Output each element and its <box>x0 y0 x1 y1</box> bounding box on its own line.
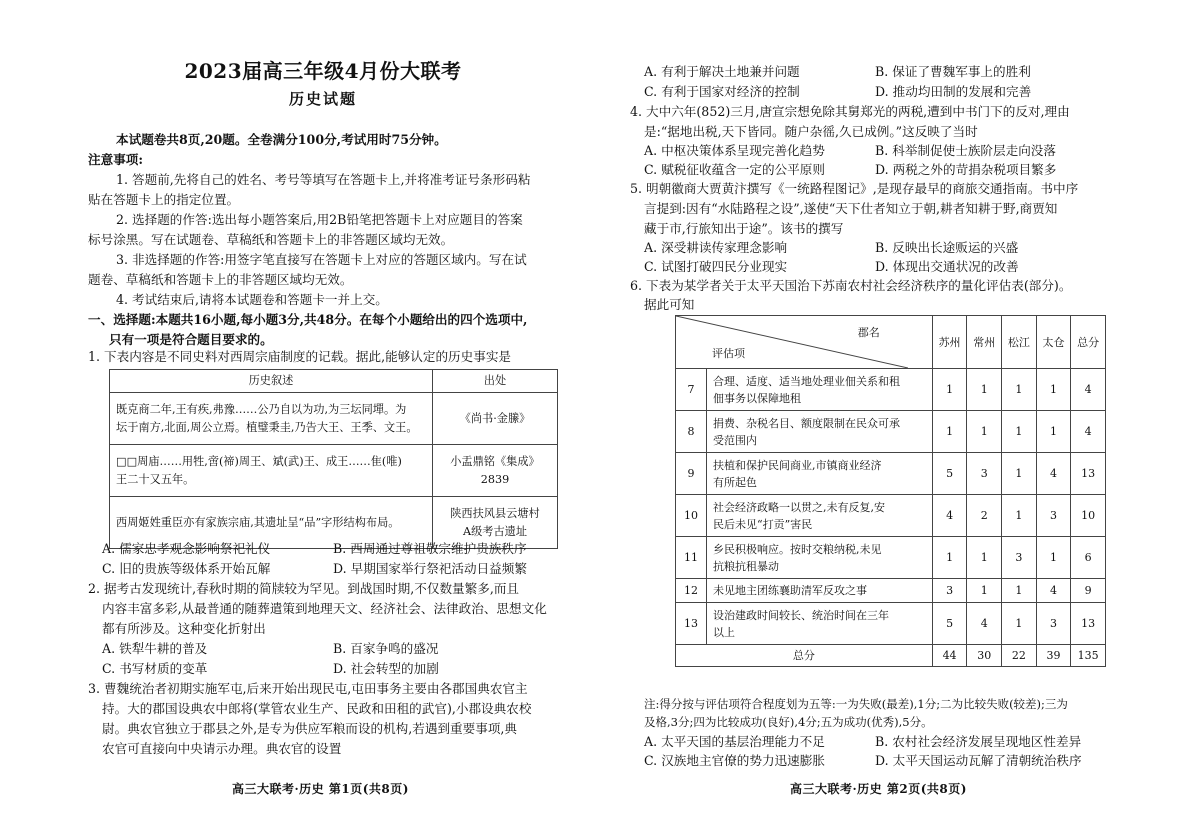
total-row <box>676 645 1106 667</box>
score-cell: 1 <box>1036 411 1071 453</box>
q6-option-a: A. 太平天国的基层治理能力不足 <box>644 734 825 749</box>
q2-line: 2. 据考古发现统计,春秋时期的简牍较为罕见。到战国时期,不仅数量繁多,而且 <box>88 581 520 596</box>
total-cell: 44 <box>932 645 967 667</box>
score-cell: 13 <box>1071 603 1106 645</box>
q1-stem: 1. 下表内容是不同史料对西周宗庙制度的记载。据此,能够认定的历史事实是 <box>88 349 512 364</box>
table-row <box>676 495 1106 537</box>
table-row <box>676 369 1106 411</box>
table-cell: □□周庙……用牲,啻(禘)周王、斌(武)王、成王……隹(唯) 王二十又五年。 <box>110 445 433 497</box>
table-row <box>676 579 1106 603</box>
q5-option-b: B. 反映出长途贩运的兴盛 <box>875 240 1019 255</box>
exam-subtitle: 历史试题 <box>288 90 357 108</box>
table-row <box>676 603 1106 645</box>
q4-option-c: C. 赋税征收蕴含一定的公平原则 <box>644 162 825 177</box>
table-cell: 小盂鼎铭《集成》2839 <box>433 445 558 497</box>
total-cell: 135 <box>1071 645 1106 667</box>
total-cell: 39 <box>1036 645 1071 667</box>
score-cell: 1 <box>1002 453 1037 495</box>
note-line: 标号涂黑。写在试题卷、草稿纸和答题卡上的非答题区域均无效。 <box>88 232 454 247</box>
row-item: 乡民积极响应。按时交粮纳税,未见 抗粮抗租暴动 <box>707 537 933 579</box>
note-line: 题卷、草稿纸和答题卡上的非答题区域均无效。 <box>88 272 353 287</box>
q6-note-line: 注:得分按与评估项符合程度划为五等:一为失败(最差),1分;二为比较失败(较差);三为 <box>644 697 1068 711</box>
page-footer: 高三大联考·历史 第1页(共8页) <box>232 782 409 796</box>
total-cell: 30 <box>967 645 1002 667</box>
row-number: 8 <box>676 411 707 453</box>
row-item: 合理、适度、适当地处理业佃关系和租 佃事务以保障地租 <box>707 369 933 411</box>
score-cell: 3 <box>1036 603 1071 645</box>
q3-option-a: A. 有利于解决土地兼并问题 <box>644 64 800 79</box>
q2-option-c: C. 书写材质的变革 <box>102 661 208 676</box>
q4-option-d: D. 两税之外的苛捐杂税项目繁多 <box>875 162 1057 177</box>
table-row <box>110 445 558 497</box>
score-cell: 1 <box>967 579 1002 603</box>
q6-table <box>675 315 1106 667</box>
score-cell: 2 <box>967 495 1002 537</box>
row-item: 设治建政时间较长、统治时间在三年 以上 <box>707 603 933 645</box>
score-cell: 1 <box>932 369 967 411</box>
page-footer: 高三大联考·历史 第2页(共8页) <box>790 782 967 796</box>
row-number: 7 <box>676 369 707 411</box>
q5-line: 5. 明朝徽商大贾黄汴撰写《一统路程图记》,是现存最早的商旅交通指南。书中序 <box>630 181 1079 196</box>
score-cell: 1 <box>1002 369 1037 411</box>
table-header: 太仓 <box>1036 316 1071 369</box>
section-heading: 只有一项是符合题目要求的。 <box>109 332 273 347</box>
score-cell: 1 <box>967 537 1002 579</box>
q5-option-c: C. 试图打破四民分业现实 <box>644 259 788 274</box>
row-item: 未见地主团练襄助清军反攻之事 <box>707 579 933 603</box>
score-cell: 5 <box>932 603 967 645</box>
score-cell: 13 <box>1071 453 1106 495</box>
score-cell: 4 <box>1036 579 1071 603</box>
table-header-row <box>676 316 1106 369</box>
q3-option-d: D. 推动均田制的发展和完善 <box>875 84 1032 99</box>
row-number: 13 <box>676 603 707 645</box>
row-item: 社会经济政略一以贯之,未有反复,安 民后未见“打贡”害民 <box>707 495 933 537</box>
table-cell: 陕西扶风县云塘村 A级考古遗址 <box>433 497 558 549</box>
q6-line: 据此可知 <box>644 297 695 312</box>
q1-option-b: B. 西周通过尊祖敬宗维护贵族秩序 <box>333 541 527 556</box>
score-cell: 5 <box>932 453 967 495</box>
score-cell: 1 <box>967 411 1002 453</box>
q6-note-line: 及格,3分;四为比较成功(良好),4分;五为成功(优秀),5分。 <box>644 715 933 729</box>
table-row <box>676 453 1106 495</box>
q5-line: 藏于市,行旅知出于途”。该书的撰写 <box>644 221 844 236</box>
table-header: 松江 <box>1002 316 1037 369</box>
header-item: 评估项 <box>712 347 745 360</box>
row-number: 9 <box>676 453 707 495</box>
score-cell: 1 <box>932 537 967 579</box>
q4-option-a: A. 中枢决策体系呈现完善化趋势 <box>644 143 825 158</box>
table-row <box>110 393 558 445</box>
q4-line: 4. 大中六年(852)三月,唐宣宗想免除其舅郑光的两税,遭到中书门下的反对,理由 <box>630 104 1070 119</box>
q3-line: 尉。典农官独立于郡县之外,是专为供应军粮而设的机构,若遇到重要事项,典 <box>102 721 518 736</box>
score-cell: 4 <box>932 495 967 537</box>
score-cell: 3 <box>932 579 967 603</box>
score-cell: 4 <box>1071 369 1106 411</box>
table-row <box>676 537 1106 579</box>
q6-option-b: B. 农村社会经济发展呈现地区性差异 <box>875 734 1082 749</box>
row-item: 捐费、杂税名目、额度限制在民众可承 受范围内 <box>707 411 933 453</box>
q6-option-d: D. 太平天国运动瓦解了清朝统治秩序 <box>875 753 1082 768</box>
score-cell: 1 <box>1036 369 1071 411</box>
note-line: 1. 答题前,先将自己的姓名、考号等填写在答题卡上,并将准考证号条形码粘 <box>116 172 531 187</box>
score-cell: 6 <box>1071 537 1106 579</box>
q6-line: 6. 下表为某学者关于太平天国治下苏南农村社会经济秩序的量化评估表(部分)。 <box>630 278 1072 293</box>
total-label: 总分 <box>676 645 933 667</box>
notes-title: 注意事项: <box>88 152 144 167</box>
table-header: 出处 <box>433 370 558 393</box>
score-cell: 1 <box>1002 495 1037 537</box>
row-item: 扶植和保护民间商业,市镇商业经济 有所起色 <box>707 453 933 495</box>
q2-option-d: D. 社会转型的加剧 <box>333 661 439 676</box>
table-header: 常州 <box>967 316 1002 369</box>
score-cell: 3 <box>967 453 1002 495</box>
q6-option-c: C. 汉族地主官僚的势力迅速膨胀 <box>644 753 825 768</box>
q3-line: 3. 曹魏统治者初期实施军屯,后来开始出现民屯,屯田事务主要由各郡国典农官主 <box>88 681 528 696</box>
score-cell: 1 <box>932 411 967 453</box>
score-cell: 3 <box>1036 495 1071 537</box>
table-row <box>676 411 1106 453</box>
row-number: 12 <box>676 579 707 603</box>
q1-option-c: C. 旧的贵族等级体系开始瓦解 <box>102 561 271 576</box>
table-header: 历史叙述 <box>110 370 433 393</box>
q4-line: 是:“据地出税,天下皆同。随户杂徭,久已成例。”这反映了当时 <box>644 124 978 139</box>
row-number: 11 <box>676 537 707 579</box>
score-cell: 3 <box>1002 537 1037 579</box>
q3-line: 农官可直接向中央请示办理。典农官的设置 <box>102 741 342 756</box>
note-line: 贴在答题卡上的指定位置。 <box>88 192 240 207</box>
q5-line: 言提到:因有“水陆路程之设”,遂使“天下仕者知立于朝,耕者知耕于野,商贾知 <box>644 201 1058 216</box>
score-cell: 9 <box>1071 579 1106 603</box>
q1-table <box>109 369 558 549</box>
table-cell: 既克商二年,王有疾,弗豫……公乃自以为功,为三坛同墠。为 坛于南方,北面,周公立焉。植璧秉圭,乃告大王、王季、文王。 <box>110 393 433 445</box>
q3-option-c: C. 有利于国家对经济的控制 <box>644 84 800 99</box>
exam-summary: 本试题卷共8页,20题。全卷满分100分,考试用时75分钟。 <box>116 132 447 147</box>
diagonal-header-cell <box>676 316 933 369</box>
score-cell: 4 <box>1036 453 1071 495</box>
q5-option-a: A. 深受耕读传家理念影响 <box>644 240 788 255</box>
q1-option-d: D. 早期国家举行祭祀活动日益频繁 <box>333 561 527 576</box>
score-cell: 4 <box>967 603 1002 645</box>
q3-option-b: B. 保证了曹魏军事上的胜利 <box>875 64 1031 79</box>
exam-title: 2023届高三年级4月份大联考 <box>184 59 462 83</box>
score-cell: 1 <box>967 369 1002 411</box>
q1-option-a: A. 儒家忠孝观念影响祭祀礼仪 <box>102 541 271 556</box>
q4-option-b: B. 科举制促使士族阶层走向没落 <box>875 143 1056 158</box>
total-cell: 22 <box>1002 645 1037 667</box>
score-cell: 10 <box>1071 495 1106 537</box>
q2-option-b: B. 百家争鸣的盛况 <box>333 641 439 656</box>
table-cell: 西周姬姓重臣亦有家族宗庙,其遗址呈“品”字形结构布局。 <box>110 497 433 549</box>
score-cell: 4 <box>1071 411 1106 453</box>
note-line: 2. 选择题的作答:选出每小题答案后,用2B铅笔把答题卡上对应题目的答案 <box>116 212 523 227</box>
score-cell: 1 <box>1036 537 1071 579</box>
note-line: 3. 非选择题的作答:用签字笔直接写在答题卡上对应的答题区域内。写在试 <box>116 252 527 267</box>
section-heading: 一、选择题:本题共16小题,每小题3分,共48分。在每个小题给出的四个选项中, <box>88 312 528 327</box>
row-number: 10 <box>676 495 707 537</box>
score-cell: 1 <box>1002 411 1037 453</box>
q5-option-d: D. 体现出交通状况的改善 <box>875 259 1019 274</box>
note-line: 4. 考试结束后,请将本试题卷和答题卡一并上交。 <box>116 292 388 307</box>
q2-line: 都有所涉及。这种变化折射出 <box>102 621 266 636</box>
table-cell: 《尚书·金縢》 <box>433 393 558 445</box>
score-cell: 1 <box>1002 603 1037 645</box>
score-cell: 1 <box>1002 579 1037 603</box>
q3-line: 持。大的郡国设典农中郎将(掌管农业生产、民政和田租的武官),小郡设典农校 <box>102 701 532 716</box>
q2-option-a: A. 铁犁牛耕的普及 <box>102 641 208 656</box>
header-county: 郡名 <box>857 326 880 339</box>
table-header: 总分 <box>1071 316 1106 369</box>
q2-line: 内容丰富多彩,从最普通的随葬遣策到地理天文、经济社会、法律政治、思想文化 <box>102 601 547 616</box>
table-header: 苏州 <box>932 316 967 369</box>
